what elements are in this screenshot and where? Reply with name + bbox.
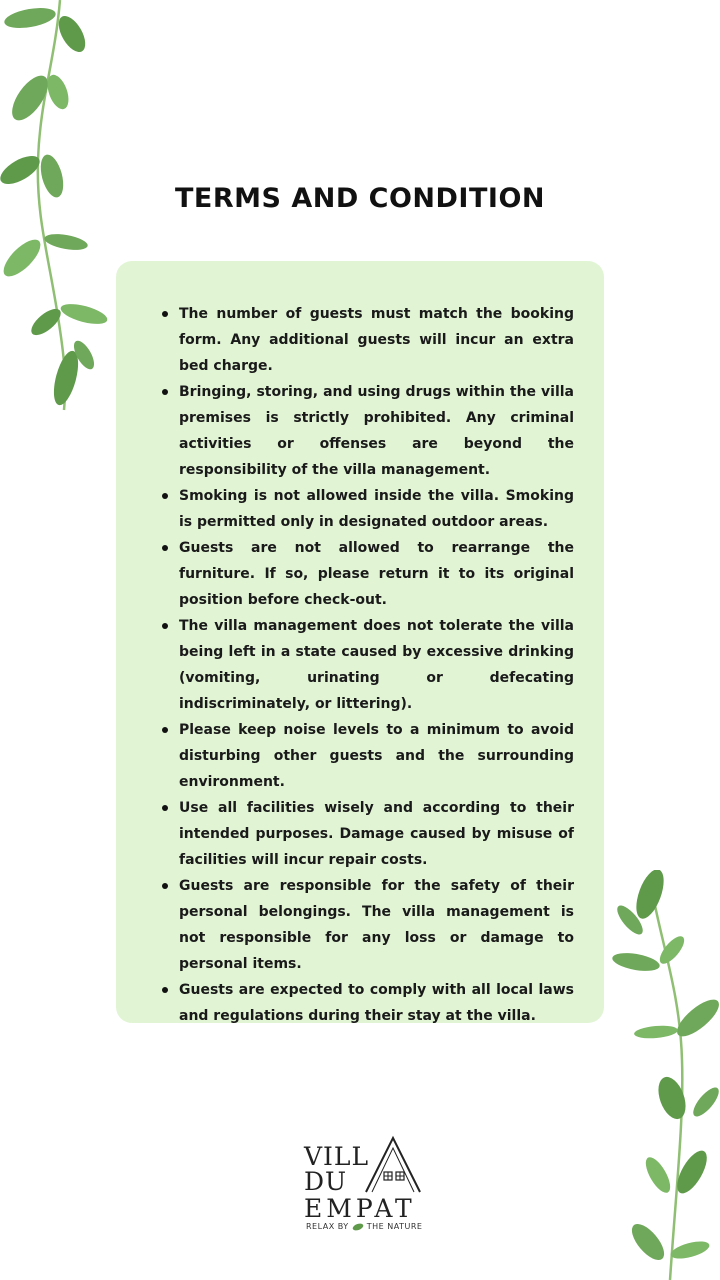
list-item xyxy=(162,379,574,483)
tagline-left: RELAX BY xyxy=(306,1222,349,1231)
vine-decoration-bottom xyxy=(610,870,720,1280)
tagline-right: THE NATURE xyxy=(366,1222,423,1231)
rule-text: Guests are expected to comply with all local laws and regulations during their stay at the villa. xyxy=(179,982,574,1024)
list-item xyxy=(162,873,574,977)
bullet-icon xyxy=(162,545,168,551)
terms-card xyxy=(116,261,604,1023)
terms-list xyxy=(162,301,574,1029)
list-item xyxy=(162,795,574,873)
rule-text: Use all facilities wisely and according to their intended purposes. Damage caused by misuse of facilities will incur repair costs. xyxy=(179,800,574,868)
list-item xyxy=(162,977,574,1029)
bullet-icon xyxy=(162,389,168,395)
logo-text-line1: VILL xyxy=(304,1142,370,1171)
rule-text: Guests are responsible for the safety of their personal belongings. The villa management is not responsible for any loss or damage to personal items. xyxy=(179,878,574,972)
bullet-icon xyxy=(162,805,168,811)
rule-text: Smoking is not allowed inside the villa. Smoking is permitted only in designated outdoor areas. xyxy=(179,488,574,530)
list-item xyxy=(162,717,574,795)
villa-logo xyxy=(300,1134,440,1234)
rule-text: The number of guests must match the booking form. Any additional guests will incur an extra bed charge. xyxy=(179,306,574,374)
house-icon xyxy=(362,1134,424,1196)
list-item xyxy=(162,613,574,717)
rule-text: Guests are not allowed to rearrange the furniture. If so, please return it to its original position before check-out. xyxy=(179,540,574,608)
leaf-icon xyxy=(352,1223,364,1231)
list-item xyxy=(162,535,574,613)
bullet-icon xyxy=(162,987,168,993)
bullet-icon xyxy=(162,493,168,499)
rule-text: The villa management does not tolerate the villa being left in a state caused by excessive drinking (vomiting, urinating or defecating indiscriminately, or littering). xyxy=(179,618,574,712)
bullet-icon xyxy=(162,623,168,629)
bullet-icon xyxy=(162,727,168,733)
list-item xyxy=(162,301,574,379)
logo-tagline xyxy=(306,1222,422,1231)
bullet-icon xyxy=(162,311,168,317)
list-item xyxy=(162,483,574,535)
logo-text-line2: DU xyxy=(304,1167,348,1196)
rule-text: Please keep noise levels to a minimum to avoid disturbing other guests and the surrounding environment. xyxy=(179,722,574,790)
rule-text: Bringing, storing, and using drugs within the villa premises is strictly prohibited. Any criminal activities or offenses are beyond the responsibility of the villa management. xyxy=(179,384,574,478)
page-title: TERMS AND CONDITION xyxy=(174,183,545,214)
bullet-icon xyxy=(162,883,168,889)
logo-text-line3: EMPAT xyxy=(304,1194,416,1223)
